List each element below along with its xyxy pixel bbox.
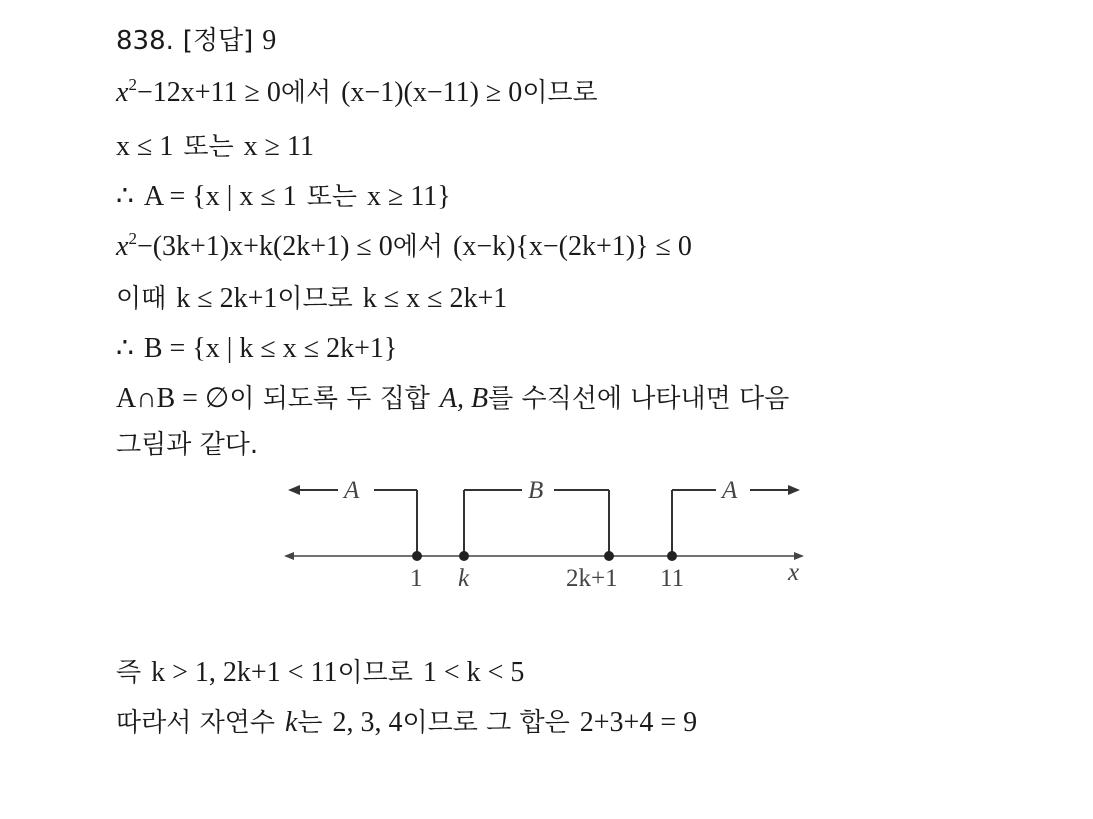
math-expr: x ≥ 11}	[366, 181, 451, 212]
tick-label-2k-plus-1: 2k+1	[566, 565, 618, 592]
korean-text: 이므로	[277, 284, 353, 314]
point-11	[667, 551, 677, 561]
point-1	[412, 551, 422, 561]
korean-text: 또는	[306, 182, 357, 212]
set-a-line	[116, 178, 451, 215]
korean-text: 이 되도록 두 집합	[229, 384, 430, 414]
factored-b: (x−k){x−(2k+1)} ≤ 0	[453, 231, 692, 262]
set-b-label: B	[528, 477, 544, 504]
answer-value: 9	[262, 25, 277, 56]
axis-left-arrow	[284, 552, 294, 560]
korean-text: 이므로	[337, 658, 413, 688]
korean-text: 즉	[116, 658, 142, 688]
problem-number: 838.	[116, 26, 174, 56]
math-expr: k	[284, 707, 298, 738]
korean-text: 를 수직선에 나타내면 다음	[488, 384, 790, 414]
point-k	[459, 551, 469, 561]
tick-label-1: 1	[410, 565, 423, 592]
math-expr: k ≤ x ≤ 2k+1	[362, 283, 508, 314]
answer-label: [정답]	[182, 26, 254, 56]
set-b-line	[116, 330, 397, 367]
point-2k-plus-1	[604, 551, 614, 561]
exponent: 2	[128, 75, 137, 94]
intersection-line	[116, 380, 789, 417]
korean-text: 따라서 자연수	[116, 708, 275, 738]
inequality-a: −12x+11 ≥ 0	[136, 77, 281, 108]
conclusion-line	[116, 704, 697, 741]
final-answer: 2+3+4 = 9	[579, 707, 698, 738]
set-a-def: A = {x | x ≤ 1	[143, 181, 297, 212]
korean-text: 이므로 그 합은	[402, 708, 570, 738]
korean-text: 그림과 같다.	[116, 430, 259, 460]
inequality-b: −(3k+1)x+k(2k+1) ≤ 0	[136, 231, 393, 262]
korean-text: 이때	[116, 284, 167, 314]
tick-label-k: k	[458, 565, 470, 592]
math-expr: A∩B = ∅	[116, 383, 230, 414]
condition-line	[116, 280, 507, 317]
solution-a-line	[116, 128, 314, 165]
set-a-left-label: A	[344, 477, 360, 504]
set-a-right-label: A	[722, 477, 738, 504]
math-expr: 2, 3, 4	[332, 707, 403, 738]
inequality-a-line	[116, 74, 598, 111]
range-line	[116, 654, 524, 691]
inequality-b-line	[116, 228, 692, 265]
figure-ref-line	[116, 426, 258, 463]
set-a-left-arrowhead	[288, 485, 300, 495]
math-expr: x ≥ 11	[243, 131, 314, 162]
therefore-symbol: ∴	[116, 333, 134, 364]
problem-header	[116, 22, 276, 59]
math-expr: x ≤ 1	[116, 131, 174, 162]
var-x: x	[116, 231, 129, 262]
korean-text: 에서	[280, 78, 332, 108]
math-expr: k ≤ 2k+1	[176, 283, 278, 314]
number-line-diagram	[276, 468, 816, 598]
therefore-symbol: ∴	[116, 181, 134, 212]
set-a-right-arrowhead	[788, 485, 800, 495]
korean-text: 에서	[392, 232, 443, 262]
math-expr: k > 1, 2k+1 < 11	[151, 657, 338, 688]
axis-var-label: x	[788, 559, 800, 586]
math-expr: 1 < k < 5	[422, 657, 525, 688]
korean-text: 이므로	[522, 78, 598, 108]
set-b-def: B = {x | k ≤ x ≤ 2k+1}	[143, 333, 398, 364]
korean-text: 또는	[183, 132, 234, 162]
factored-a: (x−1)(x−11) ≥ 0	[341, 77, 523, 108]
exponent: 2	[128, 229, 137, 248]
korean-text: 는	[297, 708, 323, 738]
math-expr: A, B	[439, 383, 489, 414]
var-x: x	[116, 77, 129, 108]
tick-label-11: 11	[660, 565, 685, 592]
